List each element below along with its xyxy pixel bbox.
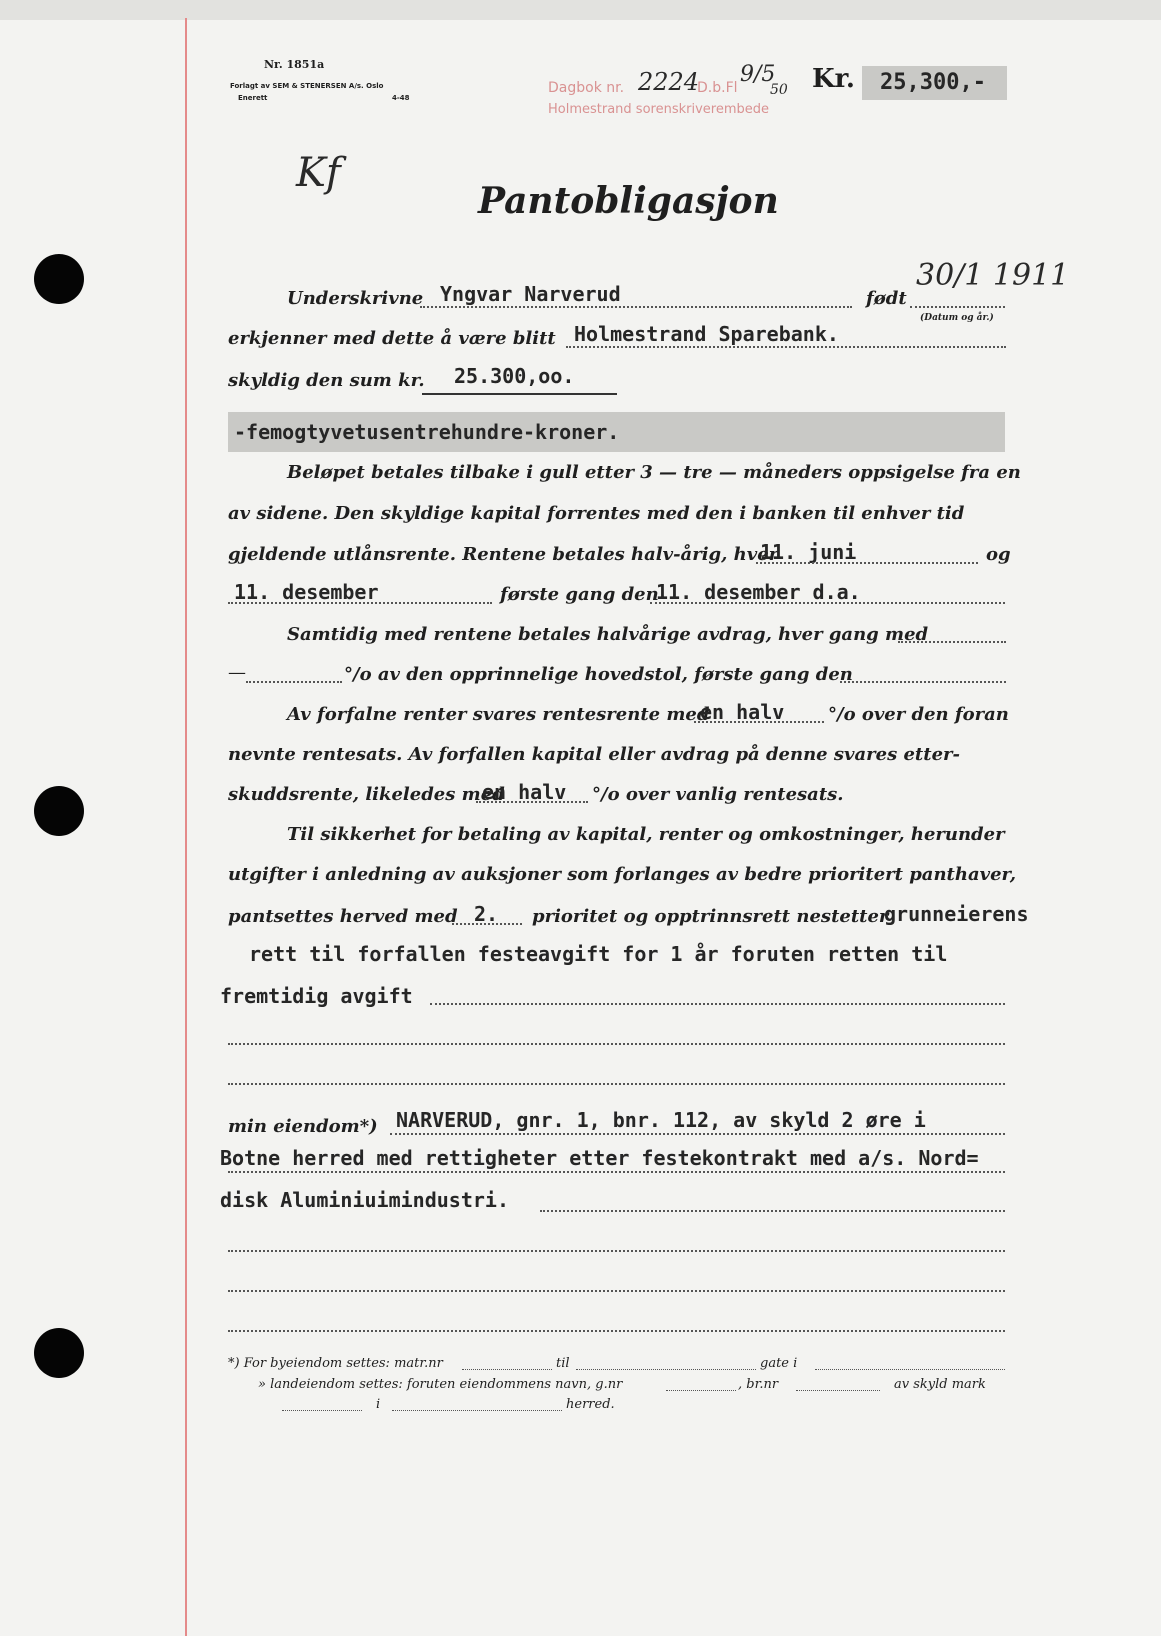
born-label: født: [866, 288, 907, 309]
debtor-name: Yngvar Narverud: [440, 282, 621, 306]
terms-line-12: pantsettes herved med: [228, 906, 458, 927]
scan-top-edge: [0, 0, 1161, 20]
sum-label: skyldig den sum kr.: [228, 370, 425, 391]
interest-date-2: 11. desember: [234, 580, 379, 604]
terms-line-3-og: og: [986, 544, 1011, 565]
interest-date-1: 11. juni: [760, 540, 857, 564]
publisher-line: Forlagt av SEM & STENERSEN A/s. Oslo: [230, 82, 384, 90]
born-date: 30/1 1911: [916, 258, 1070, 293]
initials: Kf: [296, 150, 341, 196]
terms-line-4: første gang den: [500, 584, 659, 605]
typed-line-1: grunneierens: [884, 902, 1029, 926]
property-label: min eiendom*): [228, 1116, 378, 1137]
publisher-enerett: Enerett: [238, 94, 268, 102]
creditor-label: erkjenner med dette å være blitt: [228, 328, 556, 349]
property-line-3: disk Aluminiuimindustri.: [220, 1188, 509, 1212]
footnote-line-3b: herred.: [566, 1397, 615, 1412]
terms-line-6-dash: —: [228, 662, 246, 683]
property-line-2: Botne herred med rettigheter etter festekontrakt med a/s. Nord=: [220, 1146, 979, 1170]
punch-hole-bottom: [34, 1328, 84, 1378]
kr-label: Kr.: [812, 64, 855, 94]
red-margin-line: [185, 18, 187, 1636]
dagbok-number: 2224: [638, 68, 700, 96]
terms-line-7: Av forfalne renter svares rentesrente med: [287, 704, 710, 725]
amount-box: 25,300,-: [862, 66, 1007, 100]
terms-line-9: skuddsrente, likeledes med: [228, 784, 505, 805]
punch-hole-top: [34, 254, 84, 304]
footnote-line-3a: i: [376, 1397, 381, 1412]
footnote-line-1c: gate i: [760, 1356, 798, 1371]
creditor-name: Holmestrand Sparebank.: [574, 322, 839, 346]
terms-line-5: Samtidig med rentene betales halvårige avdrag, hver gang med: [287, 624, 929, 645]
sum-value: 25.300,oo.: [454, 364, 575, 388]
born-hint: (Datum og år.): [920, 313, 994, 323]
publisher-date: 4-48: [392, 94, 410, 102]
footnote-line-2b: , br.nr: [738, 1377, 779, 1392]
terms-line-3: gjeldende utlånsrente. Rentene betales halv-årig, hver: [228, 544, 779, 565]
dagbok-suffix: D.b.Fl: [697, 80, 738, 96]
office-stamp: Holmestrand sorenskriverembede: [548, 102, 769, 117]
first-interest-date: 11. desember d.a.: [656, 580, 861, 604]
footnote-line-1a: *) For byeiendom settes: matr.nr: [228, 1356, 443, 1371]
dagbok-date: 9/5: [740, 62, 776, 87]
terms-line-11: utgifter i anledning av auksjoner som forlanges av bedre prioritert panthaver,: [228, 864, 1016, 885]
sum-words: -femogtyvetusentrehundre-kroner.: [234, 420, 620, 444]
terms-line-9-end: °/o over vanlig rentesats.: [592, 784, 844, 805]
debtor-label: Underskrivne: [287, 288, 424, 309]
form-number: Nr. 1851a: [264, 58, 325, 71]
footnote-line-1b: til: [556, 1356, 570, 1371]
terms-line-8: nevnte rentesats. Av forfallen kapital eller avdrag på denne svares etter-: [228, 744, 960, 765]
priority-value: 2.: [474, 902, 499, 926]
dagbok-year: 50: [770, 82, 788, 98]
terms-line-1: Beløpet betales tilbake i gull etter 3 — tre — måneders oppsigelse fra en: [287, 462, 1021, 483]
overdue-interest-rate: en halv: [700, 700, 785, 724]
penalty-interest-rate: en halv: [482, 780, 567, 804]
footnote-line-2a: » landeiendom settes: foruten eiendommens navn, g.nr: [258, 1377, 623, 1392]
document-title: Pantobligasjon: [478, 180, 779, 222]
terms-line-2: av sidene. Den skyldige kapital forrentes med den i banken til enhver tid: [228, 503, 965, 524]
property-line-1: NARVERUD, gnr. 1, bnr. 112, av skyld 2 øre i: [396, 1108, 926, 1132]
typed-line-3: fremtidig avgift: [220, 984, 413, 1008]
punch-hole-middle: [34, 786, 84, 836]
footnote-line-2c: av skyld mark: [894, 1377, 986, 1392]
typed-line-2: rett til forfallen festeavgift for 1 år foruten retten til: [249, 942, 948, 966]
terms-line-10: Til sikkerhet for betaling av kapital, renter og omkostninger, herunder: [287, 824, 1005, 845]
terms-line-7-end: °/o over den foran: [828, 704, 1009, 725]
terms-line-6: °/o av den opprinnelige hovedstol, første gang den: [344, 664, 853, 685]
dagbok-label: Dagbok nr.: [548, 80, 625, 96]
terms-line-12-mid: prioritet og opptrinnsrett nestetter: [532, 906, 889, 927]
